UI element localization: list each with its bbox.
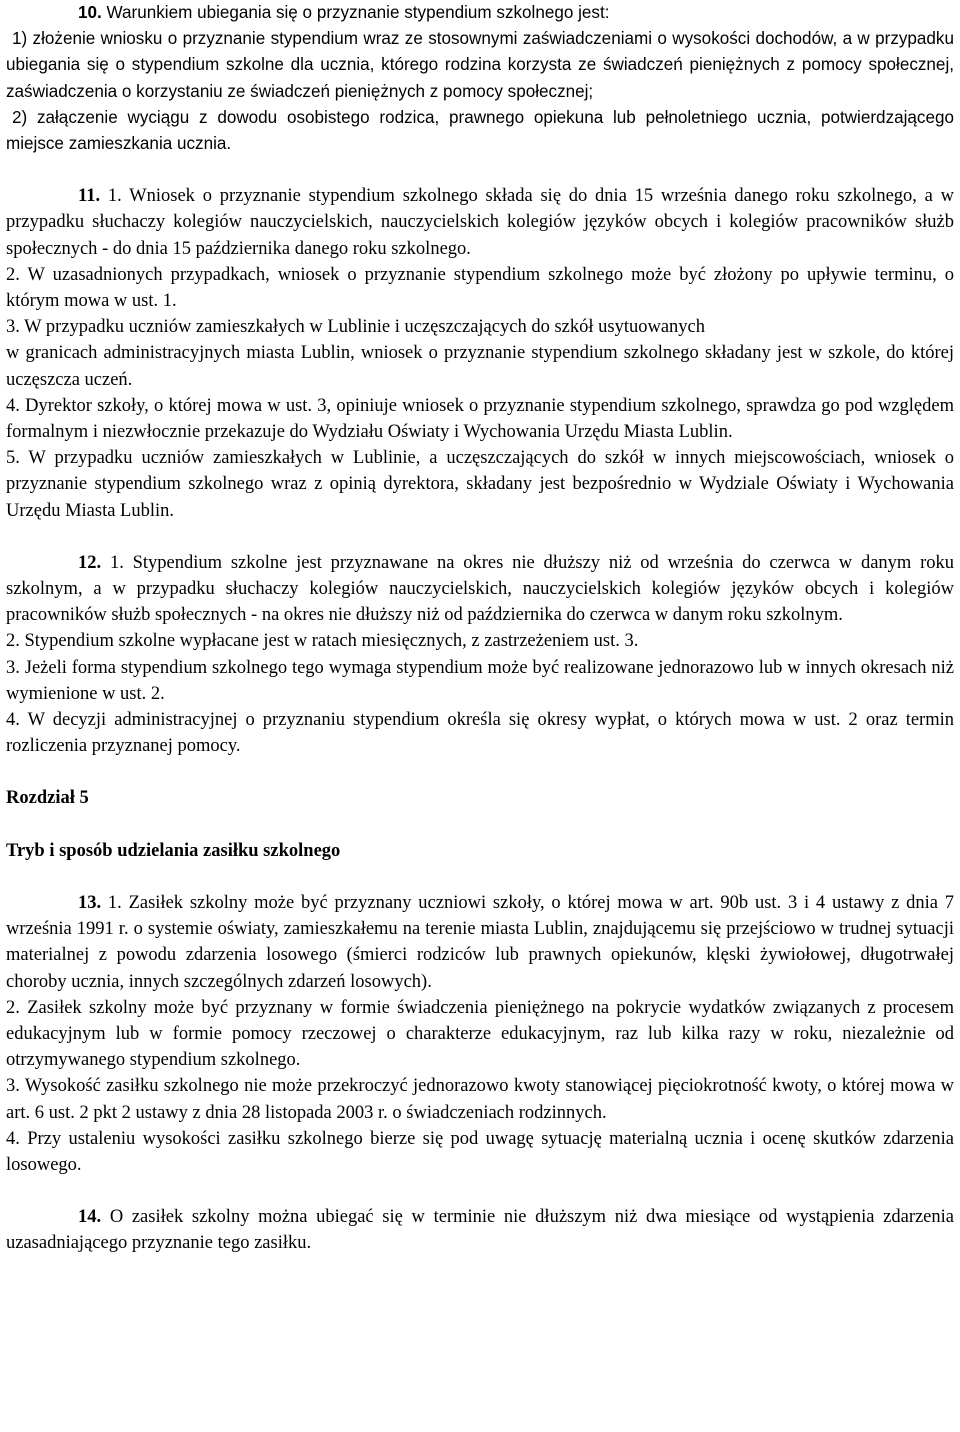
chapter-title: Tryb i sposób udzielania zasiłku szkolnego: [6, 840, 341, 861]
chapter-label: Rozdział 5: [6, 788, 89, 809]
section-11-para-1: [6, 183, 954, 262]
section-11-para-5: 5. W przypadku uczniów zamieszkałych w Lublinie, a uczęszczających do szkół w innych miejscowościach, wniosek o przyznanie stypendium szkolnego wraz z opinią dyrektora, składany jest bezpośrednio w Wydziale Oświaty i Wychowania Urzędu Miasta Lublin.: [6, 448, 954, 521]
document-page: [6, 0, 954, 1257]
section-14-para-1-text: O zasiłek szkolny można ubiegać się w terminie nie dłuższym niż dwa miesiące od wystąpienia zdarzenia uzasadniającego przyznanie tego zasiłku.: [6, 1207, 954, 1254]
section-13-para-2: 2. Zasiłek szkolny może być przyznany w formie świadczenia pieniężnego na pokrycie wydatków związanych z procesem edukacyjnym lub w formie pomocy rzeczowej o charakterze edukacyjnym, raz lub kilka razy w roku, niezależnie od otrzymywanego stypendium szkolnego.: [6, 997, 954, 1071]
section-13-para-1-text: 1. Zasiłek szkolny może być przyznany uczniowi szkoły, o której mowa w art. 90b ust. 3 i 4 ustawy z dnia 7 września 1991 r. o systemie oświaty, zamieszkałemu na terenie miasta Lublin, znajdującemu się przejściowo w trudnej sytuacji materialnej z powodu zdarzenia losowego (śmierci rodziców lub prawnych opiekunów, klęski żywiołowej, długotrwałej choroby ucznia, innych szczególnych zdarzeń losowych).: [6, 892, 955, 992]
section-10: [6, 0, 954, 157]
section-14-para-1: [6, 1204, 954, 1256]
section-12-para-3: 3. Jeżeli forma stypendium szkolnego tego wymaga stypendium może być realizowane jednorazowo lub w innych okresach niż wymienione w ust. 2.: [6, 657, 954, 704]
section-12-number: 12.: [78, 552, 102, 573]
section-11-number: 11.: [78, 186, 101, 207]
section-11-para-3b: w granicach administracyjnych miasta Lublin, wniosek o przyznanie stypendium szkolnego składany jest w szkole, do której uczęszcza uczeń.: [6, 343, 954, 390]
section-12-para-1-text: 1. Stypendium szkolne jest przyznawane na okres nie dłuższy niż od września do czerwca w danym roku szkolnym, a w przypadku słuchaczy kolegiów nauczycielskich, nauczycielskich kolegiów języków obcych i kolegiów pracowników służb społecznych - na okres nie dłuższy niż od października do czerwca w danym roku szkolnym.: [6, 552, 955, 626]
section-11-para-2: 2. W uzasadnionych przypadkach, wniosek o przyznanie stypendium szkolnego może być złożony po upływie terminu, o którym mowa w ust. 1.: [6, 264, 954, 312]
section-13-para-3: 3. Wysokość zasiłku szkolnego nie może przekroczyć jednorazowo kwoty stanowiącej pięciokrotność kwoty, o której mowa w art. 6 ust. 2 pkt 2 ustawy z dnia 28 listopada 2003 r. o świadczeniach rodzinnych.: [6, 1076, 954, 1123]
section-14-number: 14.: [78, 1207, 102, 1228]
spacer: [6, 1178, 954, 1204]
section-10-item-1: 1) złożenie wniosku o przyznanie stypendium wraz ze stosownymi zaświadczeniami o wysokości dochodów, a w przypadku ubiegania się o stypendium szkolne dla ucznia, którego rodzina korzysta ze świadczeń pieniężnych z pomocy społecznej, zaświadczenia o korzystaniu ze świadczeń pieniężnych z pomocy społecznej;: [6, 29, 954, 101]
section-11-para-3a: 3. W przypadku uczniów zamieszkałych w Lublinie i uczęszczających do szkół usytuowanych: [6, 317, 705, 338]
section-14: [6, 1204, 954, 1256]
spacer: [6, 524, 954, 550]
section-12: [6, 550, 954, 760]
section-11-para-4: 4. Dyrektor szkoły, o której mowa w ust. 3, opiniuje wniosek o przyznanie stypendium szkolnego, sprawdza go pod względem formalnym i niezwłocznie przekazuje do Wydziału Oświaty i Wychowania Urzędu Miasta Lublin.: [6, 395, 954, 443]
section-13: [6, 890, 954, 1178]
spacer: [6, 864, 954, 890]
section-11: [6, 183, 954, 524]
section-13-para-1: [6, 890, 954, 995]
section-13-para-4: 4. Przy ustaleniu wysokości zasiłku szkolnego bierze się pod uwagę sytuację materialną ucznia i ocenę skutków zdarzenia losowego.: [6, 1128, 954, 1175]
spacer: [6, 812, 954, 838]
section-12-para-4: 4. W decyzji administracyjnej o przyznaniu stypendium określa się okresy wypłat, o których mowa w ust. 2 oraz termin rozliczenia przyznanej pomocy.: [6, 710, 954, 757]
section-10-intro: [6, 0, 954, 26]
section-11-para-1-text: 1. Wniosek o przyznanie stypendium szkolnego składa się do dnia 15 września danego roku szkolnego, a w przypadku słuchaczy kolegiów nauczycielskich, nauczycielskich kolegiów języków obcych i kolegiów pracowników służb społecznych - do dnia 15 października danego roku szkolnego.: [6, 186, 954, 259]
section-12-para-1: [6, 550, 954, 629]
section-12-para-2: 2. Stypendium szkolne wypłacane jest w ratach miesięcznych, z zastrzeżeniem ust. 3.: [6, 631, 639, 652]
section-10-intro-text: Warunkiem ubiegania się o przyznanie stypendium szkolnego jest:: [106, 3, 610, 22]
section-10-number: 10.: [78, 3, 102, 22]
spacer: [6, 157, 954, 183]
section-10-item-2: 2) załączenie wyciągu z dowodu osobistego rodzica, prawnego opiekuna lub pełnoletniego ucznia, potwierdzającego miejsce zamieszkania ucznia.: [6, 107, 954, 154]
section-13-number: 13.: [78, 892, 102, 913]
spacer: [6, 759, 954, 785]
